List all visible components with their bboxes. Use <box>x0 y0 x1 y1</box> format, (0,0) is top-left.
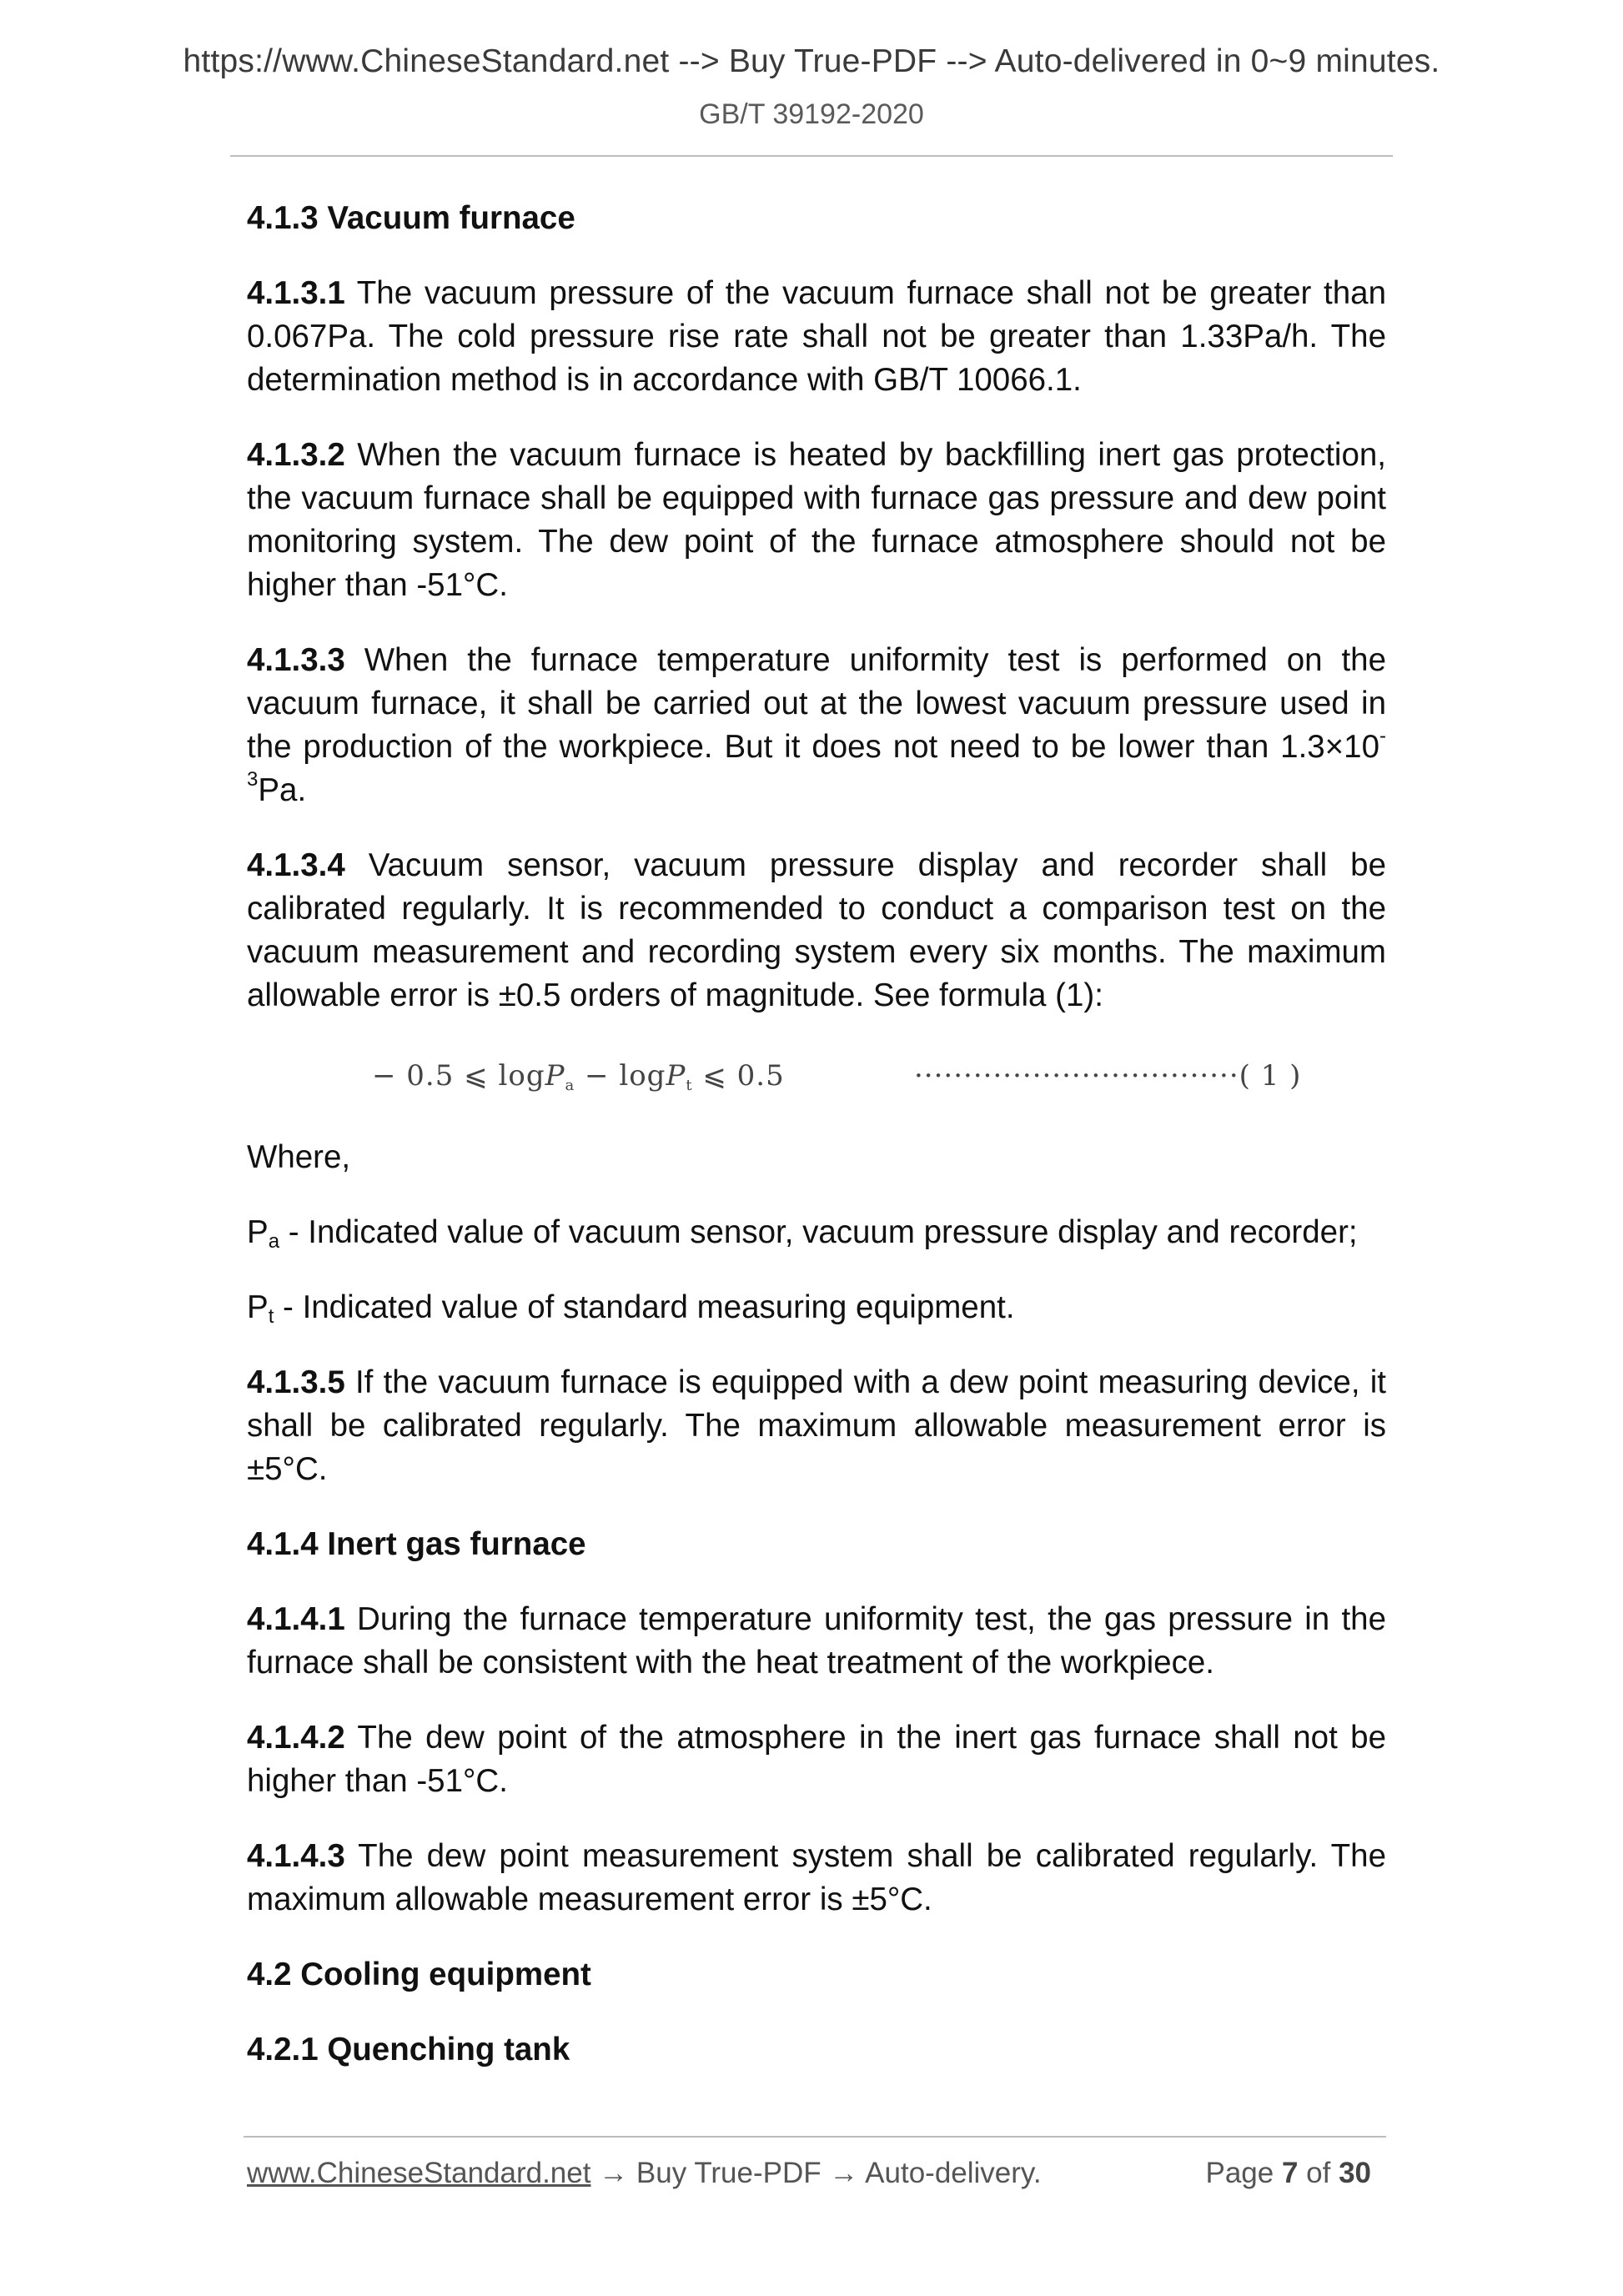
clause-number: 4.1.3.4 <box>247 847 345 883</box>
where-label: Where, <box>247 1139 351 1175</box>
page-content <box>247 197 1386 2103</box>
section-heading-4-1-4: 4.1.4 Inert gas furnace <box>247 1526 586 1562</box>
clause-text: Vacuum sensor, vacuum pressure display and recorder shall be calibrated regularly. It is recommended to conduct a comparison test on the vacuum measurement and recording system every six months. The maximum allowable error is ±0.5 orders of magnitude. See formula (1): <box>247 847 1386 1013</box>
clause-text: If the vacuum furnace is equipped with a dew point measuring device, it shall be calibrated regularly. The maximum allowable measurement error is ±5°C. <box>247 1364 1387 1487</box>
section-heading-4-2-1: 4.2.1 Quenching tank <box>247 2032 570 2067</box>
formula-expression: − 0.5 ⩽ logPa − logPt ⩽ 0.5 <box>372 1059 785 1094</box>
clause-number: 4.1.3.1 <box>247 275 345 311</box>
header-url-line: https://www.ChineseStandard.net --> Buy True-PDF --> Auto-delivered in 0~9 minutes. <box>183 43 1440 79</box>
definition-pa: $P_a$ - Indicated value of vacuum sensor, vacuum pressure display and recorder; <box>247 1214 1358 1253</box>
clause-number: 4.1.3.5 <box>247 1364 345 1400</box>
clause-number: 4.1.3.3 <box>247 642 345 678</box>
clause-number: 4.1.4.2 <box>247 1720 345 1756</box>
page-footer <box>247 2157 1386 2190</box>
page-total: 30 <box>1339 2157 1371 2189</box>
clause-4-1-3-3 <box>247 639 1386 812</box>
unit-text: Pa. <box>258 772 307 808</box>
exponent: -3 <box>247 725 1386 791</box>
clause-text: When the furnace temperature uniformity test is performed on the vacuum furnace, it shall be carried out at the lowest vacuum pressure used in the production of the workpiece. But it does not need to be lower than 1.3×10 <box>247 642 1386 765</box>
clause-number: 4.1.4.3 <box>247 1838 345 1874</box>
clause-4-1-3-1 <box>247 272 1386 402</box>
footer-divider <box>244 2136 1386 2138</box>
clause-4-1-4-2 <box>247 1716 1386 1803</box>
section-heading-4-2: 4.2 Cooling equipment <box>247 1957 591 1992</box>
clause-4-1-3-5 <box>247 1361 1386 1491</box>
page-indicator: Page 7 of 30 <box>1205 2157 1371 2189</box>
page-number: 7 <box>1281 2157 1299 2189</box>
clause-4-1-4-3 <box>247 1835 1386 1922</box>
clause-text: The dew point measurement system shall be calibrated regularly. The maximum allowable measurement error is ±5°C. <box>247 1838 1386 1917</box>
clause-text: The vacuum pressure of the vacuum furnace shall not be greater than 0.067Pa. The cold pressure rise rate shall not be greater than 1.33Pa/h. The determination method is in accordance with GB/T 10066.1. <box>247 275 1386 398</box>
clause-number: 4.1.3.2 <box>247 437 345 473</box>
formula-number: ·································( 1 ) <box>914 1059 1302 1093</box>
clause-4-1-4-1 <box>247 1598 1386 1685</box>
footer-tagline: → Buy True-PDF → Auto-delivery. <box>590 2157 1042 2189</box>
clause-text: When the vacuum furnace is heated by backfilling inert gas protection, the vacuum furnace shall be equipped with furnace gas pressure and dew point monitoring system. The dew point of the furnace atmosphere should not be higher than -51°C. <box>247 437 1386 603</box>
header-divider <box>230 155 1393 157</box>
document-code: GB/T 39192-2020 <box>699 98 924 130</box>
formula-1 <box>247 1049 1386 1099</box>
clause-4-1-3-2 <box>247 434 1386 607</box>
footer-website-link[interactable]: www.ChineseStandard.net <box>247 2157 591 2189</box>
clause-4-1-3-4 <box>247 844 1386 1017</box>
definition-pt: $P_t$ - Indicated value of standard measuring equipment. <box>247 1289 1015 1328</box>
clause-text: During the furnace temperature uniformity test, the gas pressure in the furnace shall be consistent with the heat treatment of the workpiece. <box>247 1601 1386 1681</box>
clause-text: The dew point of the atmosphere in the inert gas furnace shall not be higher than -51°C. <box>247 1720 1386 1799</box>
clause-number: 4.1.4.1 <box>247 1601 345 1637</box>
section-heading-4-1-3: 4.1.3 Vacuum furnace <box>247 200 575 236</box>
